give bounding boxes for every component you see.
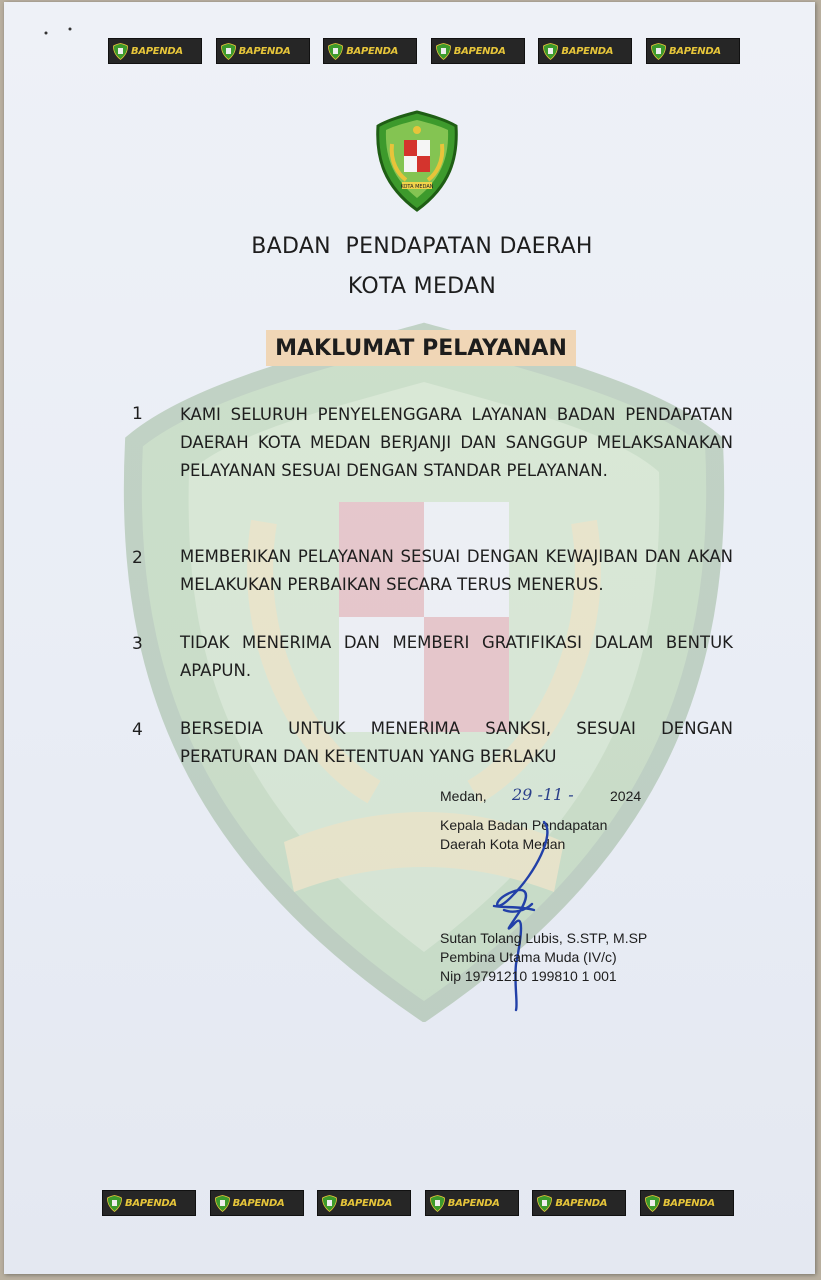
bapenda-logo-text: BAPENDA <box>662 1197 715 1209</box>
bapenda-logo <box>317 1190 411 1216</box>
bapenda-logo <box>532 1190 626 1216</box>
bapenda-logo <box>538 38 632 64</box>
bapenda-logo-text: BAPENDA <box>346 45 399 57</box>
handwritten-signature <box>474 814 584 1014</box>
top-logo-strip <box>108 38 740 64</box>
document-page <box>4 2 815 1274</box>
item-text: TIDAK MENERIMA DAN MEMBERI GRATIFIKASI DALAM BENTUK APAPUN. <box>180 633 733 680</box>
svg-text:KOTA MEDAN: KOTA MEDAN <box>400 184 434 190</box>
handwritten-date: 29 -11 - <box>512 785 574 804</box>
signature-place: Medan, <box>440 788 487 804</box>
item-number: 4 <box>132 720 143 740</box>
bottom-logo-strip <box>102 1190 734 1216</box>
signatory-title-line1: Kepala Badan Pendapatan <box>440 817 608 833</box>
bapenda-logo-text: BAPENDA <box>238 45 291 57</box>
bapenda-logo-text: BAPENDA <box>340 1197 393 1209</box>
signatory-rank: Pembina Utama Muda (IV/c) <box>440 949 617 965</box>
bapenda-emblem-icon <box>537 1195 552 1212</box>
bapenda-emblem-icon <box>107 1195 122 1212</box>
bapenda-logo <box>210 1190 304 1216</box>
bapenda-emblem-icon <box>651 43 666 60</box>
bapenda-logo-text: BAPENDA <box>131 45 183 57</box>
bapenda-emblem-icon <box>215 1195 230 1212</box>
bapenda-emblem-icon <box>436 43 451 60</box>
bapenda-emblem-icon <box>322 1195 337 1212</box>
bapenda-logo <box>108 38 202 64</box>
bapenda-logo <box>646 38 740 64</box>
bapenda-emblem-icon <box>543 43 558 60</box>
bapenda-emblem-icon <box>430 1195 445 1212</box>
bapenda-logo-text: BAPENDA <box>232 1197 285 1209</box>
bapenda-logo-text: BAPENDA <box>447 1197 500 1209</box>
item-text: MEMBERIKAN PELAYANAN SESUAI DENGAN KEWAJIBAN DAN AKAN MELAKUKAN PERBAIKAN SECARA TERUS MENERUS. <box>180 547 733 594</box>
bapenda-logo <box>431 38 525 64</box>
kota-medan-emblem-icon <box>374 110 460 212</box>
signatory-name: Sutan Tolang Lubis, S.STP, M.SP <box>440 930 648 946</box>
ink-dots <box>40 24 80 38</box>
bapenda-logo <box>640 1190 734 1216</box>
title-highlight <box>266 330 576 366</box>
item-number: 1 <box>132 404 143 424</box>
bapenda-logo-text: BAPENDA <box>561 45 614 57</box>
document-title: MAKLUMAT PELAYANAN <box>275 335 567 361</box>
bapenda-logo-text: BAPENDA <box>453 45 506 57</box>
bapenda-emblem-icon <box>221 43 236 60</box>
item-text: KAMI SELURUH PENYELENGGARA LAYANAN BADAN PENDAPATAN DAERAH KOTA MEDAN BERJANJI DAN SANGGUP MELAKSANAKAN PELAYANAN SESUAI DENGAN STANDAR PELAYANAN. <box>180 405 733 480</box>
bapenda-logo <box>323 38 417 64</box>
bapenda-emblem-icon <box>328 43 343 60</box>
signatory-nip: Nip 19791210 199810 1 001 <box>440 968 617 984</box>
item-number: 2 <box>132 548 143 568</box>
city-name: KOTA MEDAN <box>347 274 497 299</box>
agency-name: BADAN PENDAPATAN DAERAH <box>251 234 593 259</box>
signatory-title-line2: Daerah Kota Medan <box>440 836 566 852</box>
bapenda-emblem-icon <box>645 1195 660 1212</box>
signature-year: 2024 <box>610 788 642 804</box>
bapenda-logo-text: BAPENDA <box>668 45 721 57</box>
bapenda-emblem-icon <box>113 43 128 60</box>
bapenda-logo <box>425 1190 519 1216</box>
bapenda-logo-text: BAPENDA <box>555 1197 608 1209</box>
bapenda-logo <box>216 38 310 64</box>
item-text: BERSEDIA UNTUK MENERIMA SANKSI, SESUAI DENGAN PERATURAN DAN KETENTUAN YANG BERLAKU <box>180 719 733 766</box>
bapenda-logo-text: BAPENDA <box>125 1197 177 1209</box>
item-number: 3 <box>132 634 143 654</box>
bapenda-logo <box>102 1190 196 1216</box>
